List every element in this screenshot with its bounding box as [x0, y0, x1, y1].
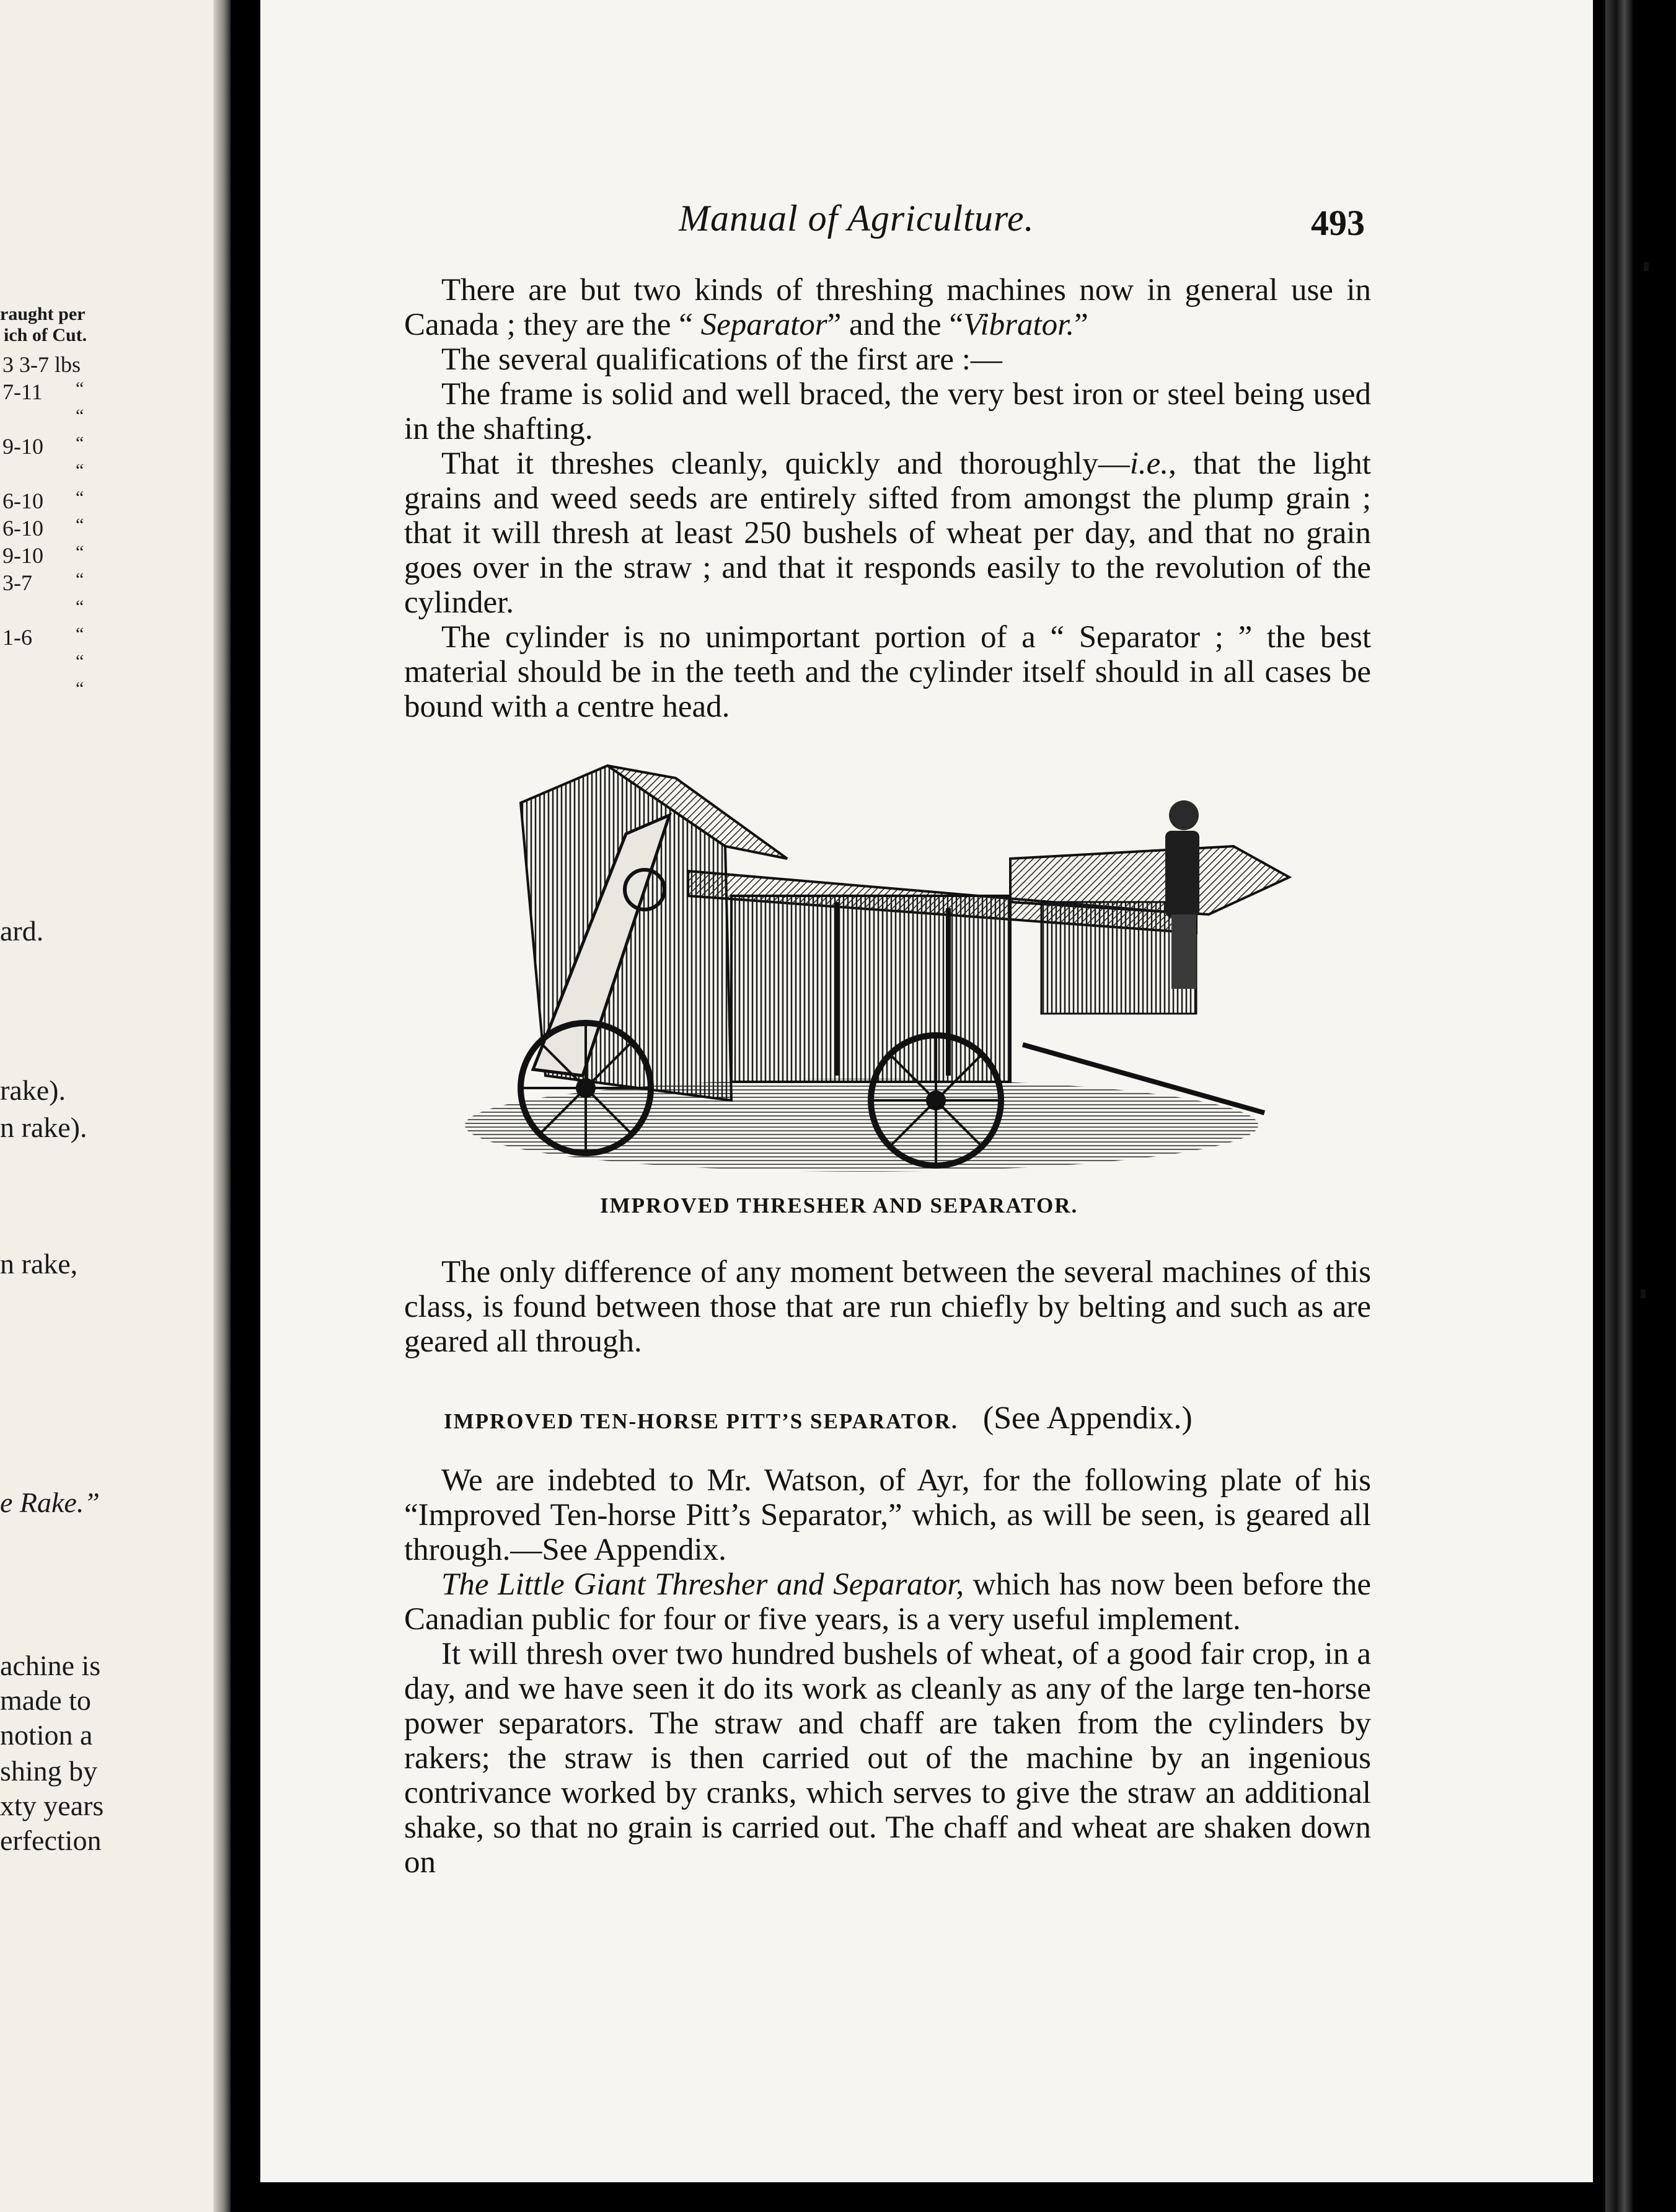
bottom-edge: [260, 2182, 1593, 2212]
left-table-row: 6-10: [2, 489, 43, 513]
front-wheel: [521, 1023, 651, 1153]
bottom-text-block: [404, 1463, 1371, 1880]
paragraph: [404, 446, 1371, 620]
thresher-illustration: [465, 753, 1295, 1181]
top-text-block: [404, 273, 1371, 724]
middle-text-block: [404, 1255, 1371, 1359]
ditto-mark: “: [76, 678, 84, 699]
left-table-row: 9-10: [2, 434, 43, 459]
paragraph: The frame is solid and well braced, the very best iron or steel being used in the shafting.: [404, 377, 1371, 446]
operator-head: [1169, 800, 1199, 830]
left-facing-page: [0, 0, 231, 2212]
paragraph: It will thresh over two hundred bushels of wheat, of a good fair crop, in a day, and we have seen it do its work as cleanly as any of the large ten-horse power separators. The straw and chaff are taken from the cylinders by rakers; the straw is then carried out of the machine by an ingenious contrivance worked by cranks, which serves to give the straw an additional shake, so that no grain is carried out. The chaff and wheat are shaken down on: [404, 1637, 1371, 1880]
italic-phrase: The Little Giant Thresher and Separator,: [441, 1567, 964, 1602]
paragraph: The several qualifications of the first are :—: [441, 342, 1002, 377]
left-text-fragment: n rake,: [0, 1248, 78, 1280]
scan-speck: [1641, 1290, 1646, 1298]
paragraph-text: There are but two kinds of threshing machines now in general use in Canada ; they are the “ Separator” and the “Vibrator.”: [404, 273, 1371, 342]
section-heading: [444, 1400, 1193, 1436]
ditto-mark: “: [76, 405, 84, 426]
ditto-mark: “: [76, 487, 84, 508]
paragraph: The cylinder is no unimportant portion of a “ Separator ; ” the best material should be in the teeth and the cylinder itself should in all cases be bound with a centre head.: [404, 620, 1371, 724]
left-table-header-line-1: raught per: [0, 304, 86, 324]
left-text-fragment: xty years: [0, 1790, 104, 1821]
left-text-fragment: ard.: [0, 915, 44, 947]
operator-body: [1165, 831, 1199, 918]
paragraph-text: That it threshes cleanly, quickly and thoroughly—i.e., that the light grains and weed seeds are entirely sifted from amongst the plump grain ; that it will thresh at least 250 bushels of wheat per day, and that no grain goes over in the straw ; and that it responds easily to the revolution of the cylinder.: [404, 446, 1371, 620]
left-text-fragment: erfection: [0, 1825, 102, 1856]
page-gutter: [213, 0, 231, 2212]
operator-legs: [1171, 914, 1196, 989]
left-text-fragment: e Rake.”: [0, 1487, 100, 1518]
figure-caption: IMPROVED THRESHER AND SEPARATOR.: [600, 1193, 1078, 1218]
ditto-mark: “: [76, 542, 84, 562]
ditto-mark: “: [76, 651, 84, 671]
left-table-row: 3-7: [2, 570, 32, 595]
ditto-mark: “: [76, 624, 84, 644]
paragraph: [404, 1567, 1371, 1637]
left-text-fragment: rake).: [0, 1074, 66, 1106]
left-text-fragment: made to: [0, 1684, 91, 1716]
italic-phrase: Separator: [700, 307, 827, 342]
left-table-row: 9-10: [2, 543, 43, 568]
section-note: (See Appendix.): [982, 1400, 1193, 1436]
ditto-mark: “: [76, 515, 84, 535]
ditto-mark: “: [76, 460, 84, 480]
paragraph: The only difference of any moment between the several machines of this class, is found between those that are run chiefly by belting and such as are geared all through.: [404, 1255, 1371, 1359]
left-text-fragment: achine is: [0, 1650, 101, 1681]
left-table-row: 3 3-7 lbs: [2, 352, 81, 377]
paragraph: We are indebted to Mr. Watson, of Ayr, for the following plate of his “Improved Ten-horse Pitt’s Separator,” which, as will be seen, is geared all through.—See Appendix.: [404, 1463, 1371, 1567]
ditto-mark: “: [76, 378, 84, 399]
left-table-row: 1-6: [2, 625, 32, 650]
left-text-fragment: n rake).: [0, 1112, 87, 1143]
left-table-row: 7-11: [2, 379, 43, 404]
left-table-header-line-2: ich of Cut.: [4, 325, 87, 345]
ditto-mark: “: [76, 433, 84, 453]
ditto-mark: “: [76, 596, 84, 617]
paragraph: [404, 273, 1371, 342]
frame-side: [731, 896, 1010, 1082]
italic-phrase: Vibrator.: [963, 307, 1075, 342]
section-title: IMPROVED TEN-HORSE PITT’S SEPARATOR.: [444, 1409, 958, 1433]
page-number: 493: [1311, 203, 1365, 243]
book-edge: [1593, 0, 1676, 2212]
running-header: Manual of Agriculture.: [679, 198, 1034, 239]
left-text-fragment: shing by: [0, 1755, 98, 1787]
scan-speck: [1644, 262, 1649, 271]
paragraph-text: The Little Giant Thresher and Separator, which has now been before the Canadian public for four or five years, is a very useful implement.: [404, 1567, 1371, 1637]
left-text-fragment: notion a: [0, 1719, 93, 1751]
left-table-row: 6-10: [2, 516, 43, 541]
italic-phrase: i.e.: [1129, 446, 1169, 481]
rear-wheel: [871, 1035, 1001, 1166]
ditto-mark: “: [76, 569, 84, 590]
